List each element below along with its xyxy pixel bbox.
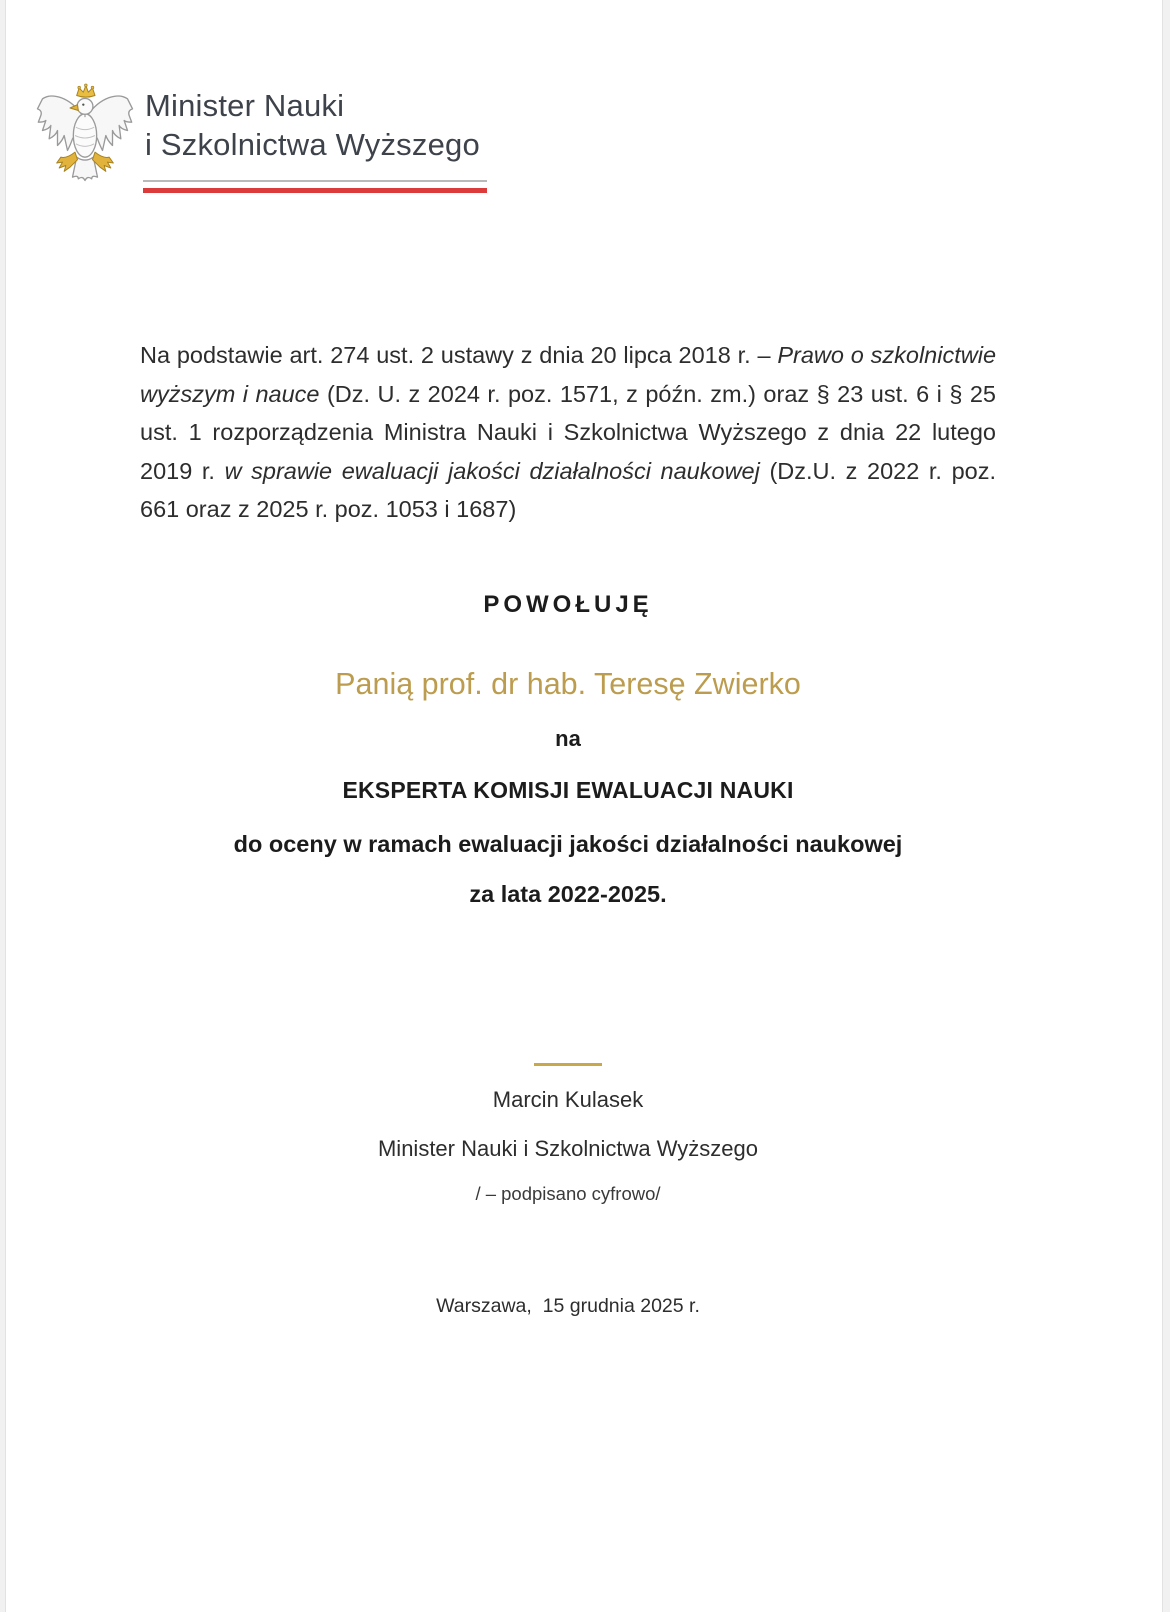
signature-divider xyxy=(534,1063,602,1066)
legal-text-part2: (Dz. U. z 2024 r. poz. 1571, z późn. zm.) oraz § 23 ust. 6 i § 25 ust. 1 rozporządzenia Ministra Nauki i Szkolnictwa Wyższego z dnia 22 lutego 2019 r. xyxy=(140,380,996,484)
signatory-title: Minister Nauki i Szkolnictwa Wyższego xyxy=(377,1135,759,1161)
legal-text-part1: Na podstawie art. 274 ust. 2 ustawy z dnia 20 lipca 2018 r. – xyxy=(140,342,778,368)
appointment-scope: do oceny w ramach ewaluacji jakości działalności naukowej xyxy=(233,830,903,857)
legal-basis-paragraph xyxy=(140,336,996,529)
place-and-date: Warszawa, 15 grudnia 2025 r. xyxy=(436,1294,700,1317)
appointment-role: EKSPERTA KOMISJI EWALUACJI NAUKI xyxy=(342,776,794,803)
header-rule-gray xyxy=(143,180,487,182)
signatory-name: Marcin Kulasek xyxy=(492,1086,644,1112)
appointee-name: Panią prof. dr hab. Teresę Zwierko xyxy=(335,666,801,701)
page-right-edge xyxy=(1162,0,1170,1612)
ministry-name-line2: i Szkolnictwa Wyższego xyxy=(145,127,480,162)
polish-eagle-icon xyxy=(35,78,135,198)
legal-act-title-1: Prawo o szkolnictwie wyższym i nauce xyxy=(140,342,997,407)
document-body xyxy=(140,336,996,1318)
legal-act-title-2: w sprawie ewaluacji jakości działalności naukowej xyxy=(224,457,760,484)
ministry-name xyxy=(145,86,480,164)
digital-signature-note: / – podpisano cyfrowo/ xyxy=(475,1182,661,1204)
appointment-preposition: na xyxy=(555,725,581,751)
appointment-period: za lata 2022-2025. xyxy=(469,880,667,907)
header-rule xyxy=(143,180,487,193)
ministry-name-line1: Minister Nauki xyxy=(145,88,345,123)
legal-text-part3: (Dz.U. z 2022 r. poz. 661 oraz z 2025 r. poz. 1053 i 1687) xyxy=(140,457,996,522)
appointment-heading: POWOŁUJĘ xyxy=(483,590,653,618)
header-rule-red xyxy=(143,188,487,193)
page-left-edge xyxy=(0,0,6,1612)
